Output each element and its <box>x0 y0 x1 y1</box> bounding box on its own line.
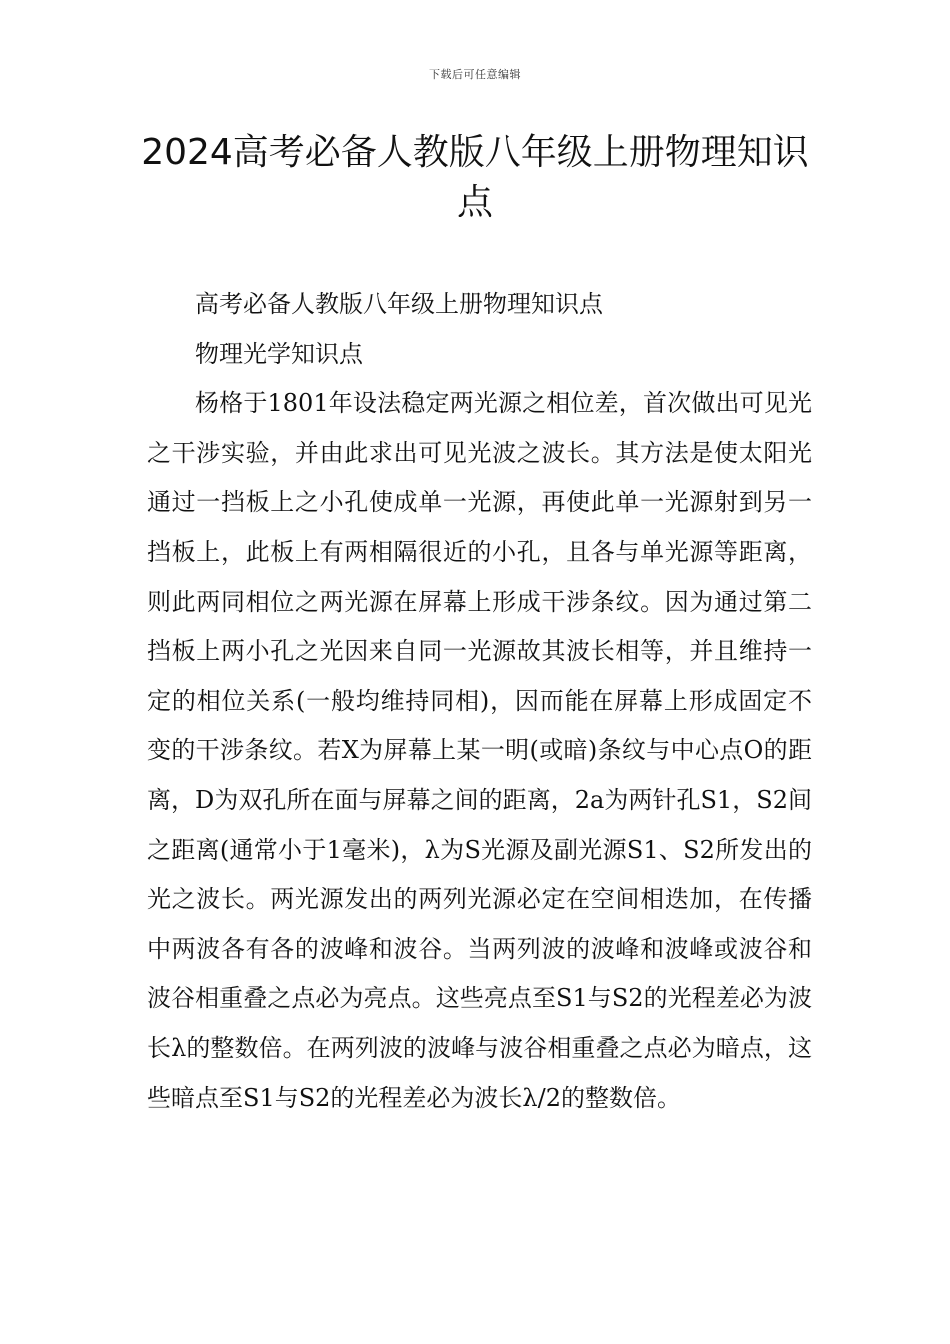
header-note: 下载后可任意编辑 <box>429 68 521 81</box>
paragraph-main: 杨格于1801年设法稳定两光源之相位差，首次做出可见光之干涉实验，并由此求出可见光波之波长。其方法是使太阳光通过一挡板上之小孔使成单一光源，再使此单一光源射到另一挡板上，此板上有两相隔很近的小孔，且各与单光源等距离，则此两同相位之两光源在屏幕上形成干涉条纹。因为通过第二挡板上两小孔之光因来自同一光源故其波长相等，并且维持一定的相位关系(一般均维持同相)，因而能在屏幕上形成固定不变的干涉条纹。若X为屏幕上某一明(或暗)条纹与中心点O的距离，D为双孔所在面与屏幕之间的距离，2a为两针孔S1，S2间之距离(通常小于1毫米)，λ为S光源及副光源S1、S2所发出的光之波长。两光源发出的两列光源必定在空间相迭加，在传播中两波各有各的波峰和波谷。当两列波的波峰和波峰或波谷和波谷相重叠之点必为亮点。这些亮点至S1与S2的光程差必为波长λ的整数倍。在两列波的波峰与波谷相重叠之点必为暗点，这些暗点至S1与S2的光程差必为波长λ/2的整数倍。 <box>147 389 812 1112</box>
document-title: 2024高考必备人教版八年级上册物理知识点 <box>141 132 809 223</box>
paragraph-subtitle: 高考必备人教版八年级上册物理知识点 <box>195 290 603 318</box>
document-body <box>147 280 812 1123</box>
paragraph-section-heading: 物理光学知识点 <box>195 339 363 368</box>
